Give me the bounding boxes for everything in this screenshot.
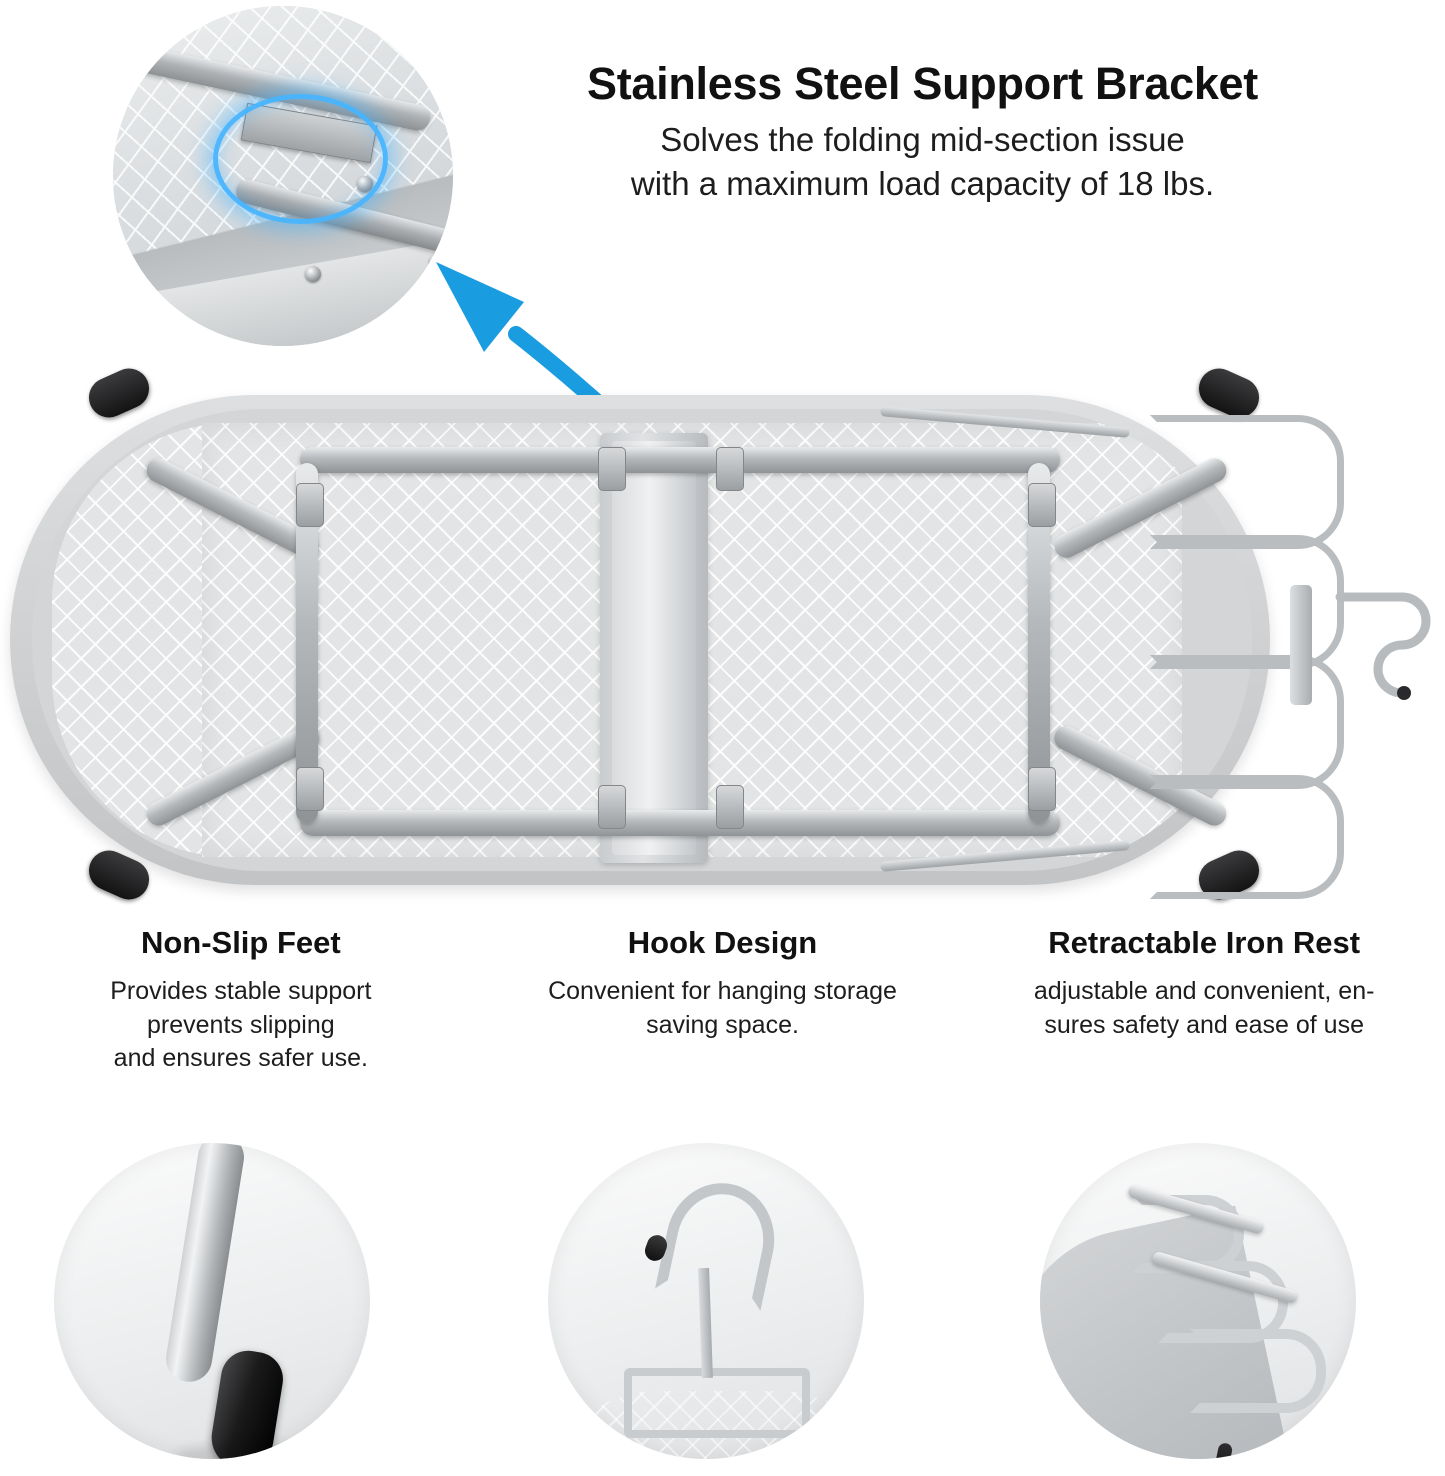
feature-non-slip-feet <box>0 925 482 1076</box>
clamp-icon <box>598 785 626 829</box>
cross-tube-top <box>300 447 1060 473</box>
foot-shadow <box>174 1443 324 1459</box>
feature-desc-line2: saving space. <box>646 1010 799 1039</box>
hook-mount-bracket <box>624 1368 810 1438</box>
non-slip-foot-closeup-photo <box>54 1143 370 1459</box>
clamp-icon <box>296 483 324 527</box>
feature-desc-line2: sures safety and ease of use <box>1044 1010 1364 1039</box>
page-title: Stainless Steel Support Bracket <box>587 58 1258 109</box>
feature-desc-line1: adjustable and convenient, en- <box>1033 977 1375 1005</box>
iron-rest-wire <box>1150 535 1344 669</box>
feature-title: Hook Design <box>627 925 818 960</box>
header-section <box>0 0 1445 360</box>
feature-desc-line1: Provides stable support <box>110 977 372 1005</box>
highlight-ring-icon <box>213 94 388 224</box>
iron-rest-closeup-photo <box>1040 1143 1356 1459</box>
headline-subtitle <box>470 118 1375 205</box>
feature-row <box>0 925 1445 1076</box>
bracket-closeup-photo <box>113 6 453 346</box>
feature-description <box>987 975 1421 1042</box>
iron-rest-wire <box>1150 415 1344 549</box>
iron-rest-wire <box>1150 655 1344 789</box>
iron-rest-wire <box>1150 775 1344 899</box>
leg-tube <box>163 1143 248 1385</box>
feature-hook-design <box>482 925 964 1076</box>
feature-desc-line1: Convenient for hanging storage <box>548 977 897 1005</box>
iron-rest-wire <box>1190 1329 1326 1413</box>
hanging-hook-icon <box>1330 583 1440 703</box>
clamp-icon <box>716 785 744 829</box>
feature-retractable-iron-rest <box>963 925 1445 1076</box>
feature-title: Non-Slip Feet <box>140 925 341 960</box>
feature-desc-line2: prevents slipping <box>147 1010 335 1039</box>
iron-rest-bracket <box>1290 585 1312 705</box>
feature-desc-line3: and ensures safer use. <box>113 1044 368 1072</box>
clamp-icon <box>1028 483 1056 527</box>
rivet-icon <box>429 254 445 270</box>
clamp-icon <box>1028 767 1056 811</box>
clamp-icon <box>296 767 324 811</box>
hanging-hook-closeup-photo <box>548 1143 864 1459</box>
cross-tube-bottom <box>300 810 1060 836</box>
hook-curve <box>655 1173 785 1311</box>
headline-block <box>470 58 1375 205</box>
feature-description <box>24 975 458 1076</box>
feature-description <box>506 975 940 1042</box>
headline-subtitle-line2: with a maximum load capacity of 18 lbs. <box>630 164 1215 202</box>
closeup-photo-row <box>0 1125 1445 1476</box>
clamp-icon <box>598 447 626 491</box>
rivet-icon <box>305 266 321 282</box>
feature-title: Retractable Iron Rest <box>1048 925 1361 960</box>
non-slip-foot-cap <box>83 362 156 424</box>
headline-subtitle-line1: Solves the folding mid-section issue <box>660 121 1185 158</box>
product-photo <box>0 355 1445 915</box>
clamp-icon <box>716 447 744 491</box>
